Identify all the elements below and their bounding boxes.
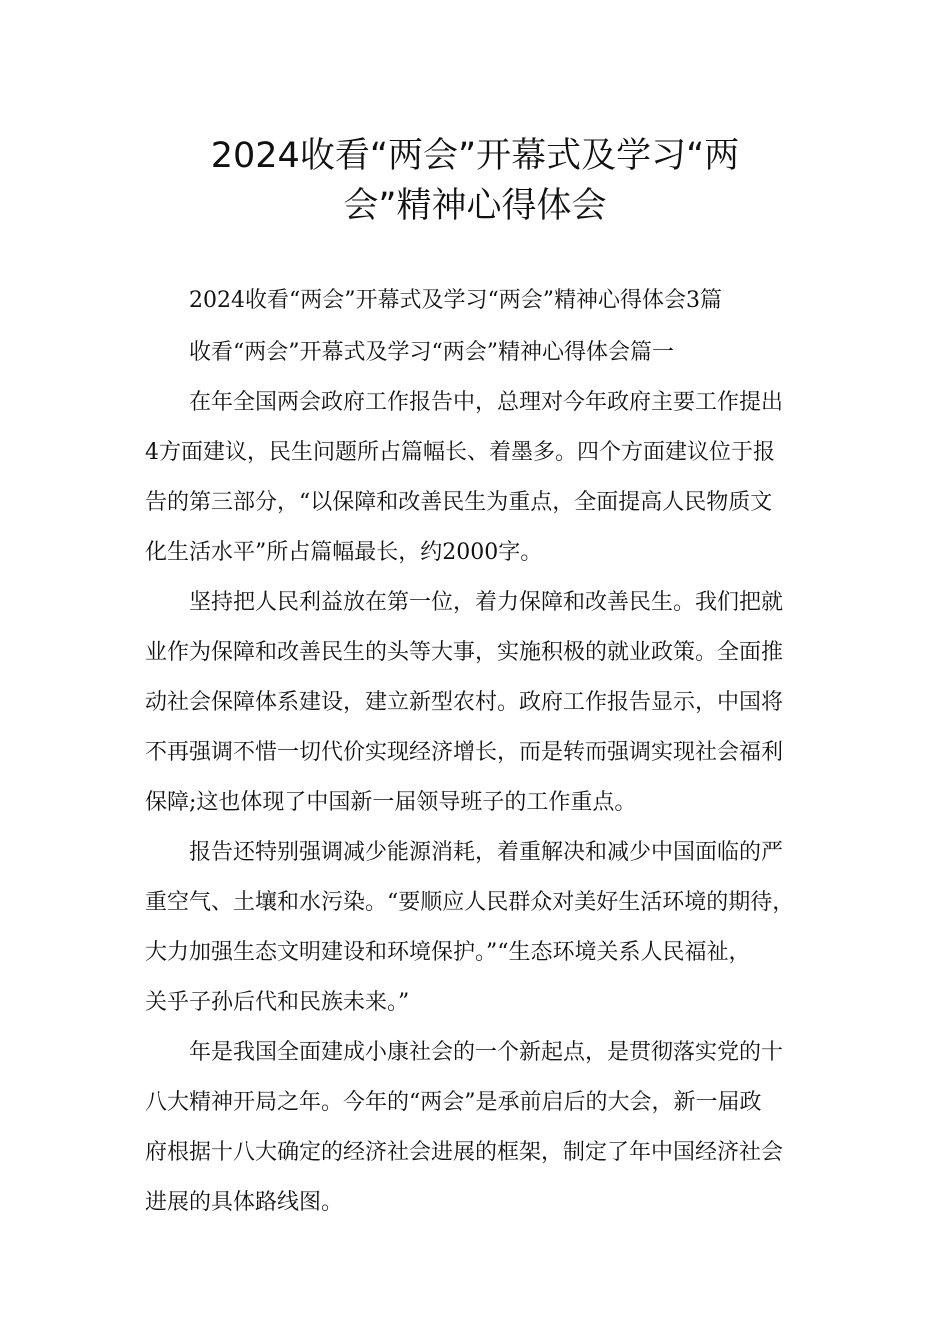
body-line: 坚持把人民利益放在第一位，着力保障和改善民生。我们把就 <box>189 590 784 615</box>
body-line: 关乎子孙后代和民族未来。” <box>145 990 410 1015</box>
body-line: 不再强调不惜一切代价实现经济增长，而是转而强调实现社会福利 <box>145 740 784 765</box>
body-line: 保障;这也体现了中国新一届领导班子的工作重点。 <box>145 790 637 815</box>
body-line: 进展的具体路线图。 <box>145 1190 344 1215</box>
body-line: 年是我国全面建成小康社会的一个新起点，是贯彻落实党的十 <box>189 1040 784 1065</box>
body-line: 八大精神开局之年。今年的“两会”是承前启后的大会，新一届政 <box>145 1090 762 1115</box>
body-line: 收看“两会”开幕式及学习“两会”精神心得体会篇一 <box>189 340 674 365</box>
body-line: 报告还特别强调减少能源消耗，着重解决和减少中国面临的严 <box>189 840 784 865</box>
document-title-line-1: 2024收看“两会”开幕式及学习“两 <box>210 136 740 176</box>
body-line: 告的第三部分，“以保障和改善民生为重点，全面提高人民物质文 <box>145 490 773 515</box>
body-line: 2024收看“两会”开幕式及学习“两会”精神心得体会3篇 <box>189 288 722 313</box>
body-line: 府根据十八大确定的经济社会进展的框架，制定了年中国经济社会 <box>145 1140 784 1165</box>
document-title-line-2: 会”精神心得体会 <box>343 186 607 226</box>
body-line: 重空气、土壤和水污染。“要顺应人民群众对美好生活环境的期待， <box>145 890 795 915</box>
body-line: 大力加强生态文明建设和环境保护。”“生态环境关系人民福祉， <box>145 940 751 965</box>
body-line: 化生活水平”所占篇幅最长，约2000字。 <box>145 540 543 565</box>
body-line: 4方面建议，民生问题所占篇幅长、着墨多。四个方面建议位于报 <box>145 440 775 465</box>
body-line: 动社会保障体系建设，建立新型农村。政府工作报告显示，中国将 <box>145 690 784 715</box>
body-line: 在年全国两会政府工作报告中，总理对今年政府主要工作提出 <box>189 390 784 415</box>
body-line: 业作为保障和改善民生的头等大事，实施积极的就业政策。全面推 <box>145 640 784 665</box>
